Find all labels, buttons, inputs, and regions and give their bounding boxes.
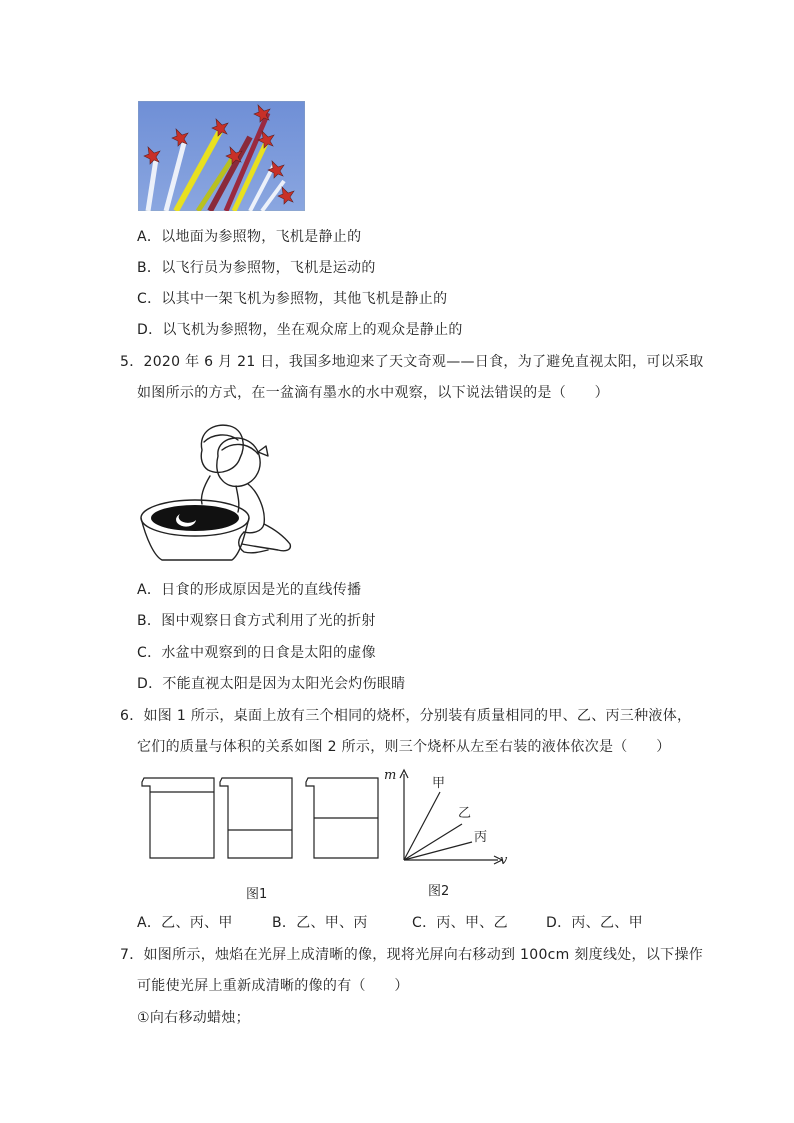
beakers-figure [140, 772, 400, 864]
graph-x-axis-label: v [500, 853, 508, 868]
q6-option-b: B．乙、甲、丙 [272, 915, 368, 931]
q5-option-a: A．日食的形成原因是光的直线传播 [137, 582, 362, 598]
q5-stem-line1: 5．2020 年 6 月 21 日，我国多地迎来了天文奇观——日食，为了避免直视太阳，可以采取 [120, 354, 704, 370]
q6-option-a: A．乙、丙、甲 [137, 915, 233, 931]
q4-option-d: D．以飞机为参照物，坐在观众席上的观众是静止的 [137, 322, 463, 338]
q7-stem-line2: 可能使光屏上重新成清晰的像的有（ ） [137, 978, 409, 994]
q5-stem-line2: 如图所示的方式，在一盆滴有墨水的水中观察，以下说法错误的是（ ） [137, 385, 609, 401]
airshow-image [138, 101, 305, 211]
line-jia [404, 792, 440, 860]
graph-y-axis-label: m [384, 768, 397, 783]
line-bing [404, 842, 472, 860]
beaker-1 [142, 778, 214, 858]
eclipse-observation-image [140, 420, 300, 562]
q4-option-a: A．以地面为参照物，飞机是静止的 [137, 229, 362, 245]
figure-1-caption: 图1 [246, 887, 268, 902]
q7-item-1: ①向右移动蜡烛； [137, 1010, 250, 1026]
q5-option-d: D．不能直视太阳是因为太阳光会灼伤眼睛 [137, 676, 406, 692]
graph-label-yi: 乙 [458, 806, 472, 821]
q7-stem-line1: 7．如图所示，烛焰在光屏上成清晰的像，现将光屏向右移动到 100cm 刻度线处，以下操作 [120, 947, 704, 963]
q5-option-c: C．水盆中观察到的日食是太阳的虚像 [137, 645, 376, 661]
figure-2-caption: 图2 [428, 884, 450, 899]
graph-label-bing: 丙 [474, 830, 488, 845]
q6-stem-line2: 它们的质量与体积的关系如图 2 所示，则三个烧杯从左至右装的液体依次是（ ） [137, 739, 671, 755]
beaker-2 [220, 778, 292, 858]
graph-label-jia: 甲 [432, 776, 446, 791]
q5-option-b: B．图中观察日食方式利用了光的折射 [137, 613, 376, 629]
line-yi [404, 824, 462, 860]
q6-stem-line1: 6．如图 1 所示，桌面上放有三个相同的烧杯，分别装有质量相同的甲、乙、丙三种液体， [120, 708, 692, 724]
mass-volume-graph [380, 766, 512, 870]
q4-option-b: B．以飞行员为参照物，飞机是运动的 [137, 260, 376, 276]
q6-option-c: C．丙、甲、乙 [412, 915, 508, 931]
q4-option-c: C．以其中一架飞机为参照物，其他飞机是静止的 [137, 291, 448, 307]
q6-option-d: D．丙、乙、甲 [546, 915, 643, 931]
